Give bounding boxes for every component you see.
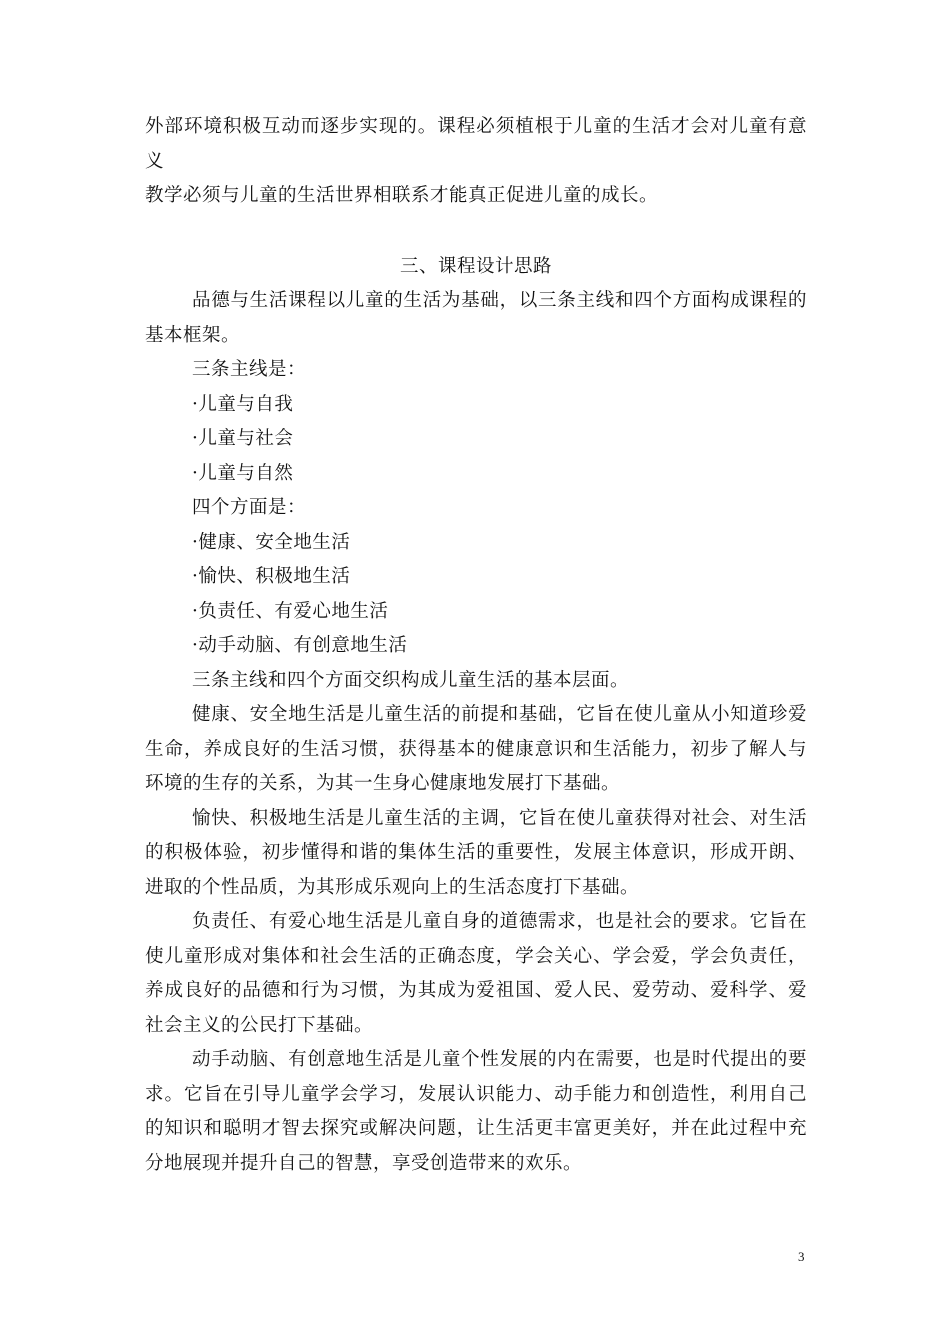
aspect-item: ·动手动脑、有创意地生活 — [192, 635, 408, 656]
mainline-item: ·儿童与自然 — [192, 462, 294, 484]
mainlines-label: 三条主线是： — [192, 359, 307, 380]
section-gap — [145, 214, 807, 250]
section-heading: 三、课程设计思路 — [399, 255, 552, 277]
creative-paragraph: 动手动脑、有创意地生活是儿童个性发展的内在需要，也是时代提出的要求。它旨在引导儿童学会学习，发展认识能力、动手能力和创造性，利用自己的知识和聪明才智去探究或解决问题，让生活更丰富更美好，并在此过程中充分地展现并提升自己的智慧，享受创造带来的欢乐。 — [145, 1049, 807, 1174]
happy-active-paragraph: 愉快、积极地生活是儿童生活的主调，它旨在使儿童获得对社会、对生活的积极体验，初步懂得和谐的集体生活的重要性，发展主体意识，形成开朗、进取的个性品质，为其形成乐观向上的生活态度打下基础。 — [145, 807, 807, 898]
mainline-item: ·儿童与自我 — [192, 393, 294, 415]
responsible-caring-paragraph: 负责任、有爱心地生活是儿童自身的道德需求，也是社会的要求。它旨在使儿童形成对集体和社会生活的正确态度，学会关心、学会爱，学会负责任，养成良好的品德和行为习惯，为其成为爱祖国、爱人民、爱劳动、爱科学、爱社会主义的公民打下基础。 — [145, 911, 807, 1036]
aspect-item: ·健康、安全地生活 — [192, 531, 351, 553]
health-safety-paragraph: 健康、安全地生活是儿童生活的前提和基础，它旨在使儿童从小知道珍爱生命，养成良好的生活习惯，获得基本的健康意识和生活能力，初步了解人与环境的生存的关系，为其一生身心健康地发展打下基础。 — [145, 704, 807, 794]
page-body — [145, 110, 807, 1181]
intro-line-1: 外部环境积极互动而逐步实现的。课程必须植根于儿童的生活才会对儿童有意义 — [145, 116, 807, 172]
summary-paragraph: 三条主线和四个方面交织构成儿童生活的基本层面。 — [192, 669, 630, 691]
aspect-item: ·负责任、有爱心地生活 — [192, 600, 389, 622]
page-number: 3 — [798, 1249, 805, 1264]
intro-line-2: 教学必须与儿童的生活世界相联系才能真正促进儿童的成长。 — [145, 185, 659, 206]
framework-paragraph: 品德与生活课程以儿童的生活为基础，以三条主线和四个方面构成课程的基本框架。 — [145, 290, 807, 346]
aspect-item: ·愉快、积极地生活 — [192, 566, 351, 587]
mainline-item: ·儿童与社会 — [192, 428, 294, 449]
aspects-label: 四个方面是： — [192, 497, 307, 518]
